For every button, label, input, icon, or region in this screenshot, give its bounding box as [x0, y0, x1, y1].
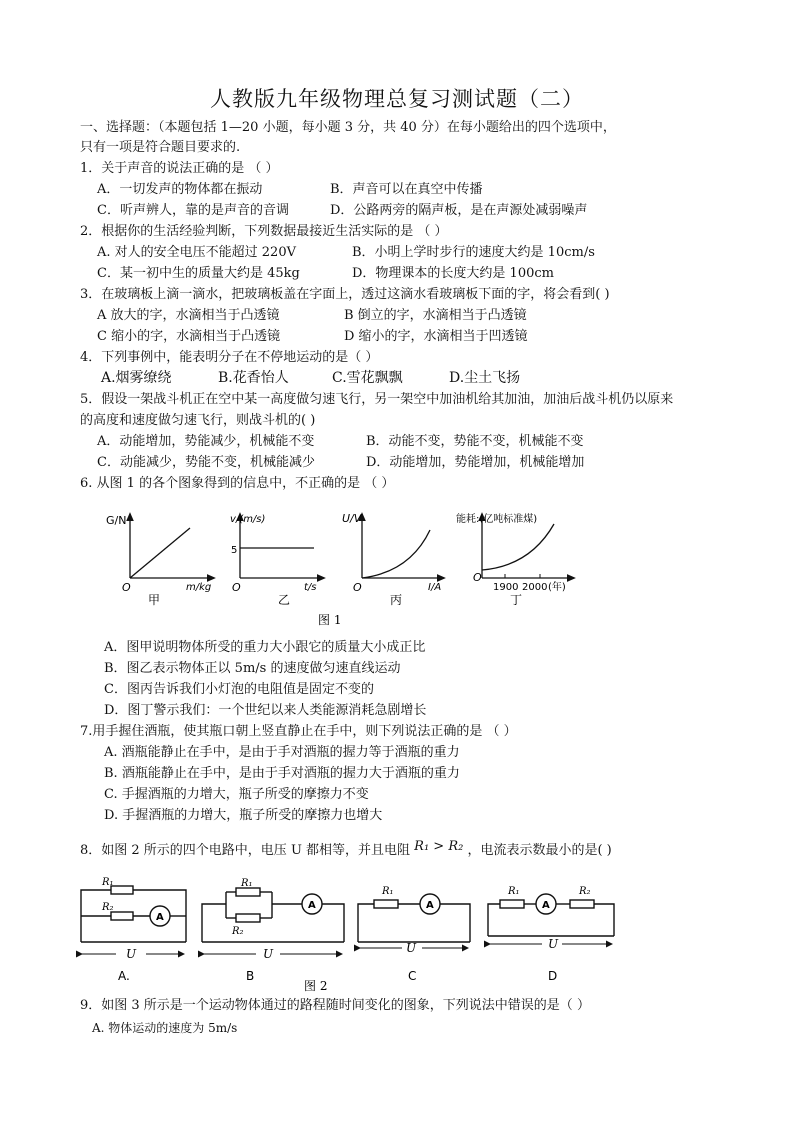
q9-stem: 9．如图 3 所示是一个运动物体通过的路程随时间变化的图象，下列说法中错误的是（ ） — [80, 998, 590, 1013]
graph-jia-name: 甲 — [148, 593, 161, 607]
graph-ding-curve — [482, 524, 554, 570]
q2-option-b: B．小明上学时步行的速度大约是 10cm/s — [352, 245, 595, 260]
graph-ding-unit: (年) — [548, 582, 566, 593]
circuit-c-ammeter-label: A — [426, 900, 434, 911]
graph-bing-name: 丙 — [390, 593, 403, 607]
q7-option-c: C. 手握酒瓶的力增大，瓶子所受的摩擦力不变 — [104, 787, 369, 802]
graph-yi-tick: 5 — [231, 545, 238, 556]
graph-ding-ylabel: 能耗:(亿吨标准煤) — [456, 514, 538, 525]
graph-bing-ylabel: U/V — [342, 512, 362, 525]
q8-stem-post: ，电流表示数最小的是( ) — [467, 843, 612, 858]
q4-option-d: D.尘土飞扬 — [449, 370, 521, 386]
q4-option-a: A.烟雾缭绕 — [101, 370, 172, 386]
q1-option-a: A．一切发声的物体都在振动 — [97, 182, 263, 197]
circuit-d-label: D — [548, 969, 558, 983]
graph-yi-ylabel: v/(m/s) — [230, 514, 266, 525]
q6-option-b: B．图乙表示物体正以 5m/s 的速度做匀速直线运动 — [104, 661, 401, 676]
q3-option-b: B 倒立的字，水滴相当于凸透镜 — [344, 308, 527, 323]
q1-stem: 1．关于声音的说法正确的是 （ ） — [80, 161, 279, 176]
q2-stem: 2．根据你的生活经验判断，下列数据最接近生活实际的是 （ ） — [80, 224, 448, 239]
circuit-d-ammeter-label: A — [542, 900, 550, 911]
q5-stem-line1: 5．假设一架战斗机正在空中某一高度做匀速飞行，另一架空中加油机给其加油，加油后战斗机仍以原来 — [80, 392, 674, 407]
figure-2-circuits — [76, 876, 636, 996]
graph-bing-curve — [362, 530, 430, 578]
circuit-d-r2 — [570, 900, 594, 908]
q8-stem — [80, 839, 612, 860]
q5-option-b: B．动能不变，势能不变，机械能不变 — [366, 434, 584, 449]
q1-option-d: D．公路两旁的隔声板，是在声源处减弱噪声 — [330, 203, 588, 218]
circuit-a-r1-label: R₁ — [102, 877, 114, 888]
circuit-a-u-label: U — [126, 947, 137, 961]
circuit-b-r2 — [236, 914, 260, 922]
q7-option-d: D. 手握酒瓶的力增大，瓶子所受的摩擦力也增大 — [104, 808, 383, 823]
graph-bing — [342, 512, 442, 607]
graph-bing-xlabel: I/A — [428, 582, 442, 593]
q5-option-a: A．动能增加，势能减少，机械能不变 — [97, 434, 315, 449]
q3-option-a: A 放大的字，水滴相当于凸透镜 — [97, 308, 280, 323]
circuit-a-r2-label: R₂ — [102, 902, 114, 913]
graph-jia-origin: O — [122, 581, 131, 594]
graph-ding — [456, 512, 572, 607]
circuit-b-r2-label: R₂ — [232, 926, 244, 937]
circuit-a-label: A. — [118, 969, 130, 983]
circuit-d-r2-label: R₂ — [579, 886, 591, 897]
graph-yi-xlabel: t/s — [304, 582, 317, 593]
circuit-c-label: C — [408, 969, 417, 983]
q4-option-b: B.花香怡人 — [218, 370, 289, 386]
page-title: 人教版九年级物理总复习测试题（二） — [210, 87, 584, 111]
q7-option-a: A. 酒瓶能静止在手中，是由于手对酒瓶的握力等于酒瓶的重力 — [104, 745, 460, 760]
graph-jia-xlabel: m/kg — [186, 582, 212, 593]
circuit-c-u-label: U — [406, 941, 417, 955]
circuit-a-r1 — [111, 886, 133, 894]
graph-ding-name: 丁 — [510, 593, 523, 607]
graph-ding-tick-1900: 1900 — [493, 582, 519, 593]
graph-bing-origin: O — [353, 581, 362, 594]
q2-option-d: D．物理课本的长度大约是 100cm — [352, 266, 554, 281]
circuit-c-r1 — [374, 900, 398, 908]
q3-stem: 3．在玻璃板上滴一滴水，把玻璃板盖在字面上，透过这滴水看玻璃板下面的字，将会看到( ) — [80, 287, 610, 302]
circuit-a — [81, 886, 186, 942]
circuit-b-r1 — [236, 888, 260, 896]
circuit-d — [488, 894, 614, 936]
circuit-d-r1 — [500, 900, 524, 908]
q6-stem: 6. 从图 1 的各个图象得到的信息中，不正确的是 （ ） — [80, 476, 395, 491]
q9-option-a: A. 物体运动的速度为 5m/s — [92, 1021, 238, 1035]
circuit-d-u-label: U — [548, 937, 559, 951]
section-instruction-line1: 一、选择题：（本题包括 1—20 小题，每小题 3 分，共 40 分）在每小题给出的四个选项中， — [80, 120, 616, 135]
q5-option-d: D．动能增加，势能增加，机械能增加 — [366, 455, 585, 470]
q8-stem-pre: 8．如图 2 所示的四个电路中，电压 U 都相等，并且电阻 — [80, 843, 411, 858]
q6-option-d: D．图丁警示我们：一个世纪以来人类能源消耗急剧增长 — [104, 703, 427, 718]
circuit-b-r1-label: R₁ — [241, 878, 253, 889]
circuit-c-r1-label: R₁ — [382, 886, 394, 897]
graph-ding-tick-2000: 2000 — [522, 582, 548, 593]
graph-jia — [106, 514, 212, 607]
circuit-b-u-label: U — [263, 947, 274, 961]
graph-jia-line — [130, 528, 190, 578]
section-instruction-line2: 只有一项是符合题目要求的. — [80, 140, 241, 155]
q5-stem-line2: 的高度和速度做匀速飞行，则战斗机的( ) — [80, 413, 316, 428]
figure-1-caption: 图 1 — [318, 613, 342, 627]
q8-resistance-relation: R₁ > R₂ — [414, 839, 464, 854]
q5-option-c: C．动能减少，势能不变，机械能减少 — [97, 455, 315, 470]
q2-option-a: A. 对人的安全电压不能超过 220V — [97, 245, 296, 260]
q6-option-c: C．图丙告诉我们小灯泡的电阻值是固定不变的 — [104, 682, 374, 697]
q6-option-a: A．图甲说明物体所受的重力大小跟它的质量大小成正比 — [104, 640, 426, 655]
q7-stem: 7.用手握住酒瓶，使其瓶口朝上竖直静止在手中，则下列说法正确的是 （ ） — [80, 724, 517, 739]
q4-stem: 4．下列事例中，能表明分子在不停地运动的是（ ） — [80, 350, 379, 365]
graph-yi-origin: O — [232, 581, 241, 594]
circuit-d-r1-label: R₁ — [508, 886, 520, 897]
q1-option-b: B．声音可以在真空中传播 — [330, 182, 483, 197]
circuit-b-label: B — [246, 969, 255, 983]
q1-option-c: C．听声辨人，靠的是声音的音调 — [97, 203, 289, 218]
circuit-a-r2 — [111, 912, 133, 920]
q3-option-d: D 缩小的字，水滴相当于凹透镜 — [344, 329, 528, 344]
circuit-b — [202, 888, 344, 942]
graph-yi — [230, 514, 322, 607]
circuit-a-ammeter-label: A — [156, 912, 164, 923]
graph-jia-ylabel: G/N — [106, 514, 127, 527]
circuit-b-ammeter-label: A — [308, 900, 316, 911]
q2-option-c: C．某一初中生的质量大约是 45kg — [97, 266, 300, 281]
figure-1-graphs — [100, 506, 620, 631]
circuit-c — [358, 894, 470, 942]
graph-ding-origin: O — [473, 571, 482, 584]
q7-option-b: B. 酒瓶能静止在手中，是由于手对酒瓶的握力大于酒瓶的重力 — [104, 766, 460, 781]
figure-2-caption: 图 2 — [304, 979, 328, 993]
q3-option-c: C 缩小的字，水滴相当于凸透镜 — [97, 329, 281, 344]
q4-option-c: C.雪花飘飘 — [332, 370, 403, 386]
graph-yi-name: 乙 — [278, 593, 291, 607]
